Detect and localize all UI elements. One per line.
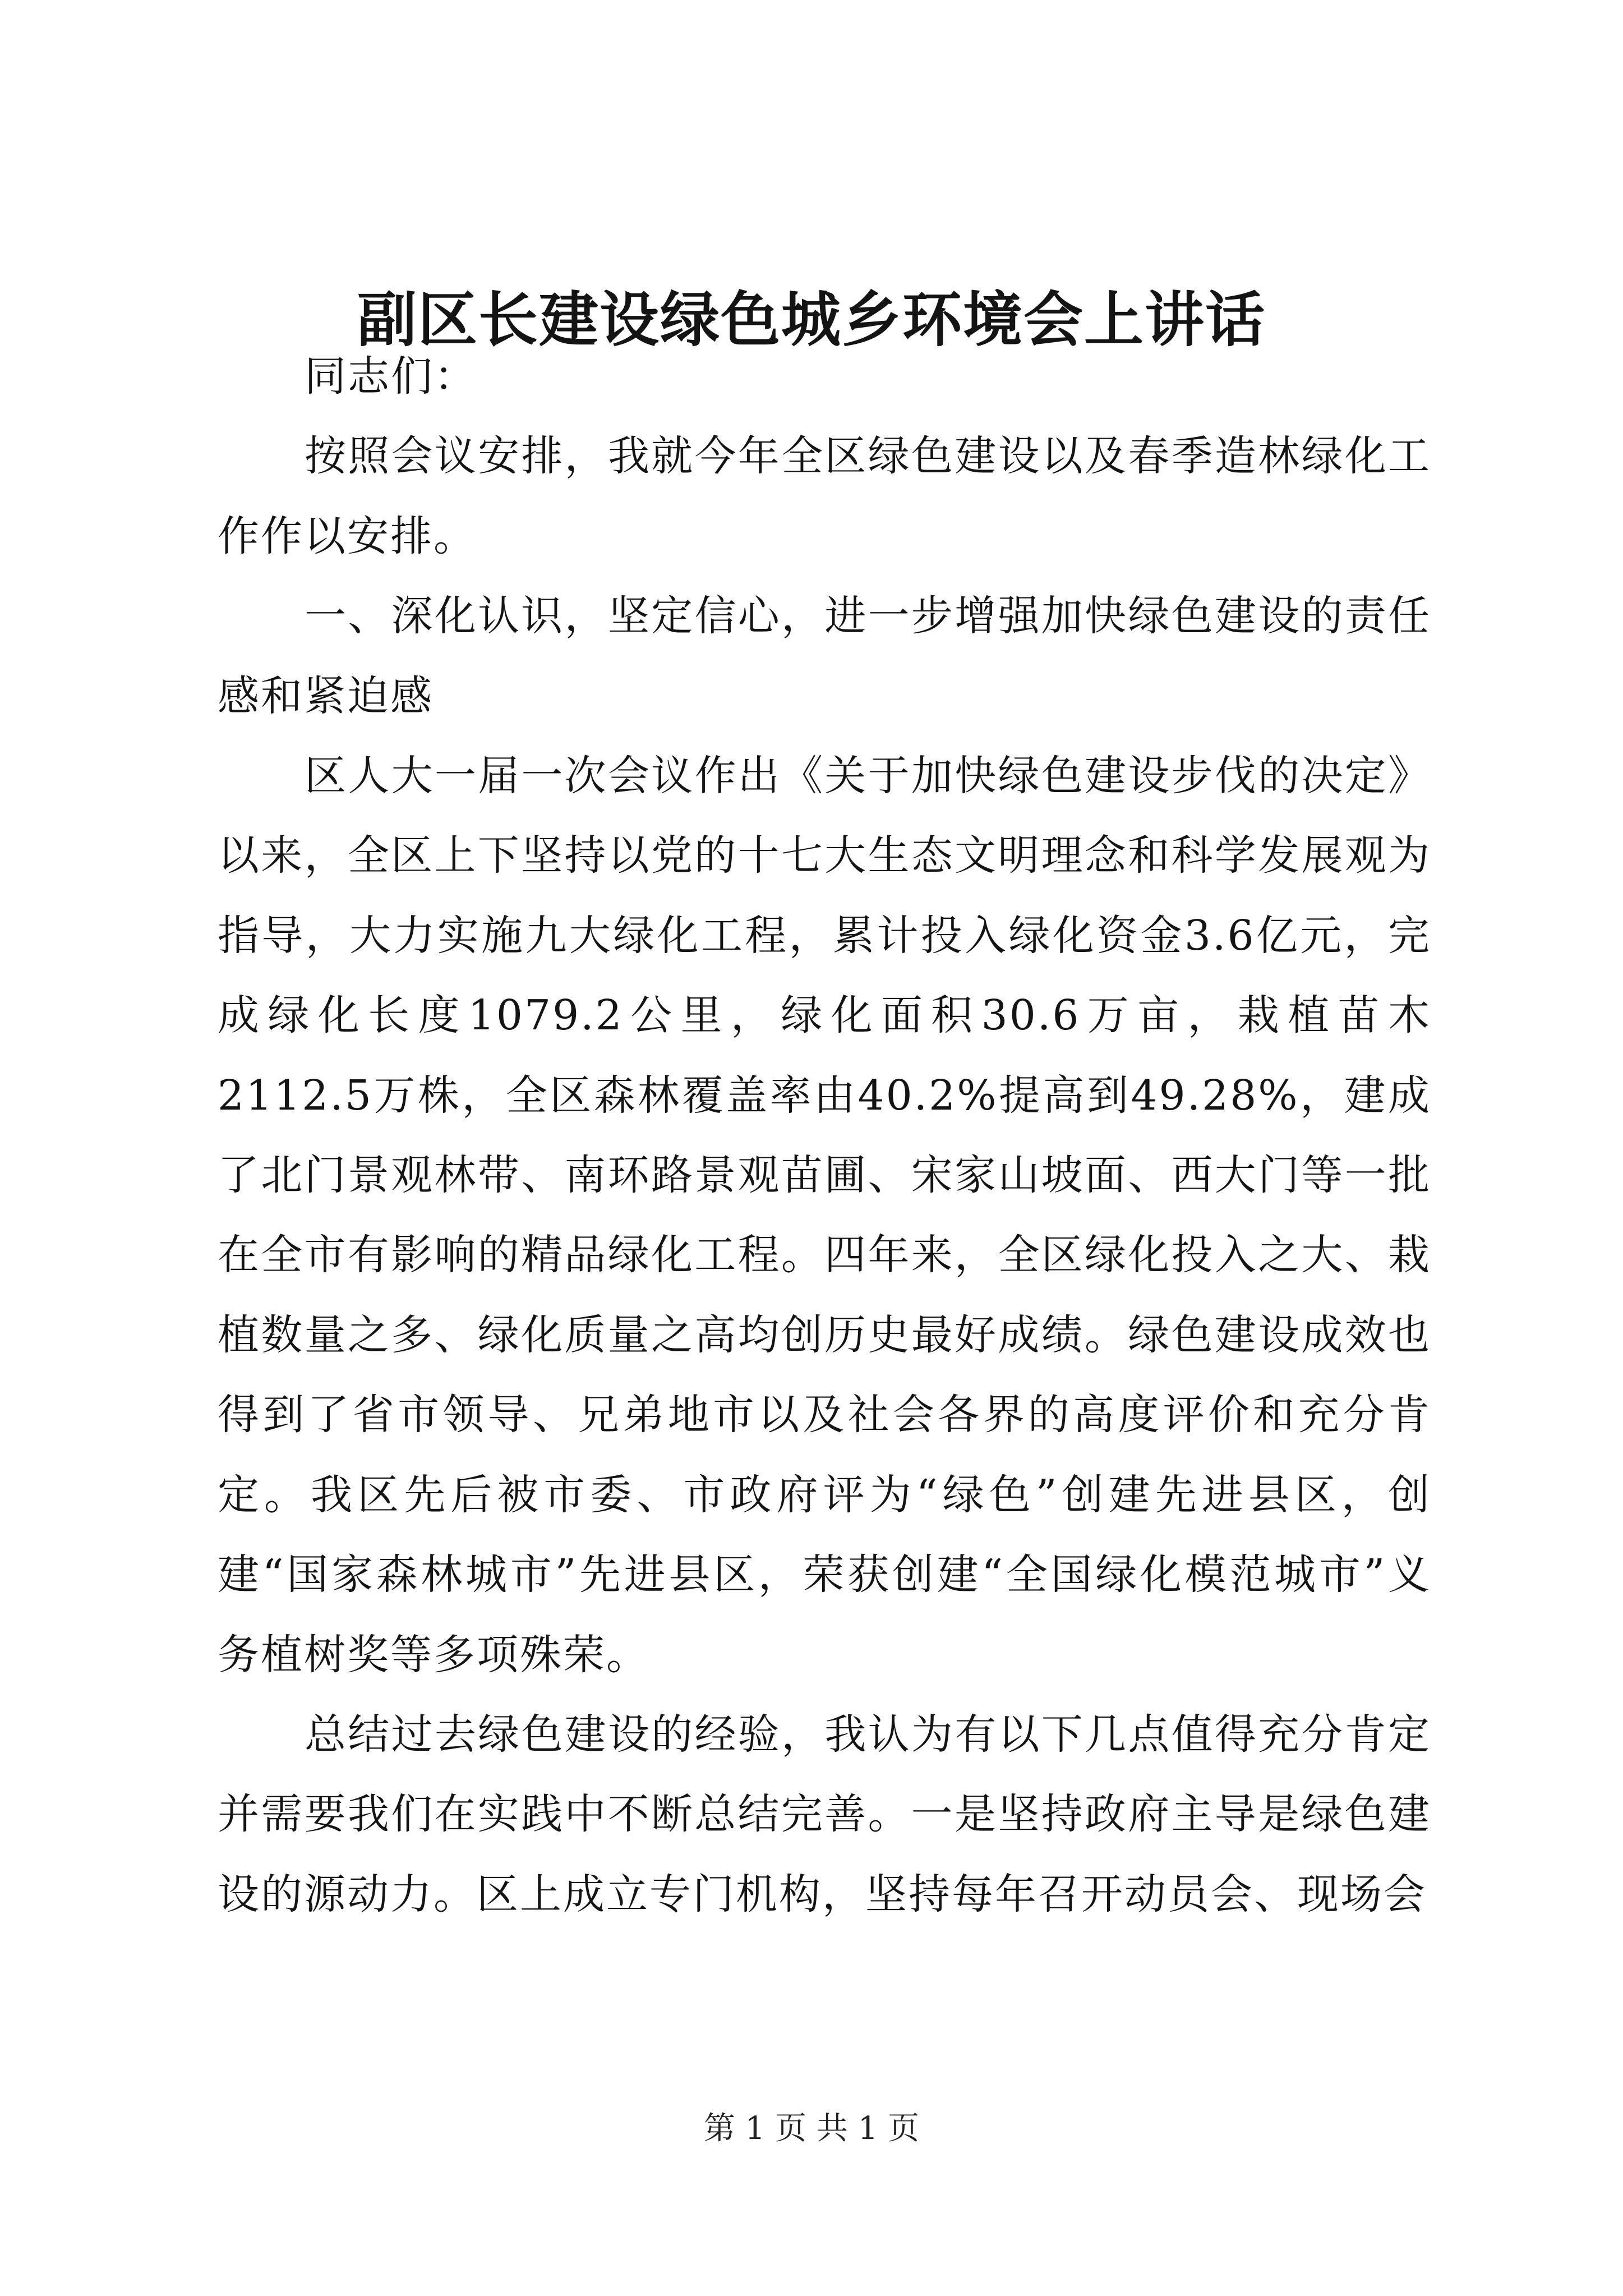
paragraph: 总结过去绿色建设的经验，我认为有以下几点值得充分肯定并需要我们在实践中不断总结完善。一是坚持政府主导是绿色建设的源动力。区上成立专门机构，坚持每年召开动员会、现场会 xyxy=(218,1710,1431,1918)
paragraph: 区人大一届一次会议作出《关于加快绿色建设步伐的决定》以来，全区上下坚持以党的十七大生态文明理念和科学发展观为指导，大力实施九大绿化工程，累计投入绿化资金3.6亿元，完成绿化长度1079.2公里，绿化面积30.6万亩，栽植苗木2112.5万株，全区森林覆盖率由40.2%提高到49.28%，建成了北门景观林带、南环路景观苗圃、宋家山坡面、西大门等一批在全市有影响的精品绿化工程。四年来，全区绿化投入之大、栽植数量之多、绿化质量之高均创历史最好成绩。绿色建设成效也得到了省市领导、兄弟地市以及社会各界的高度评价和充分肯定。我区先后被市委、市政府评为“绿色”创建先进县区，创建“国家森林城市”先进县区，荣获创建“全国绿化模范城市”义务植树奖等多项殊荣。 xyxy=(218,752,1431,1679)
paragraph: 按照会议安排，我就今年全区绿色建设以及春季造林绿化工作作以安排。 xyxy=(218,432,1431,560)
document-body xyxy=(218,337,1431,1934)
document-title: 副区长建设绿色城乡环境会上讲话 xyxy=(357,284,1266,355)
section-heading: 一、深化认识，坚定信心，进一步增强加快绿色建设的责任感和紧迫感 xyxy=(218,592,1431,720)
salutation: 同志们： xyxy=(305,352,477,401)
page-footer: 第 1 页 共 1 页 xyxy=(703,2110,920,2147)
